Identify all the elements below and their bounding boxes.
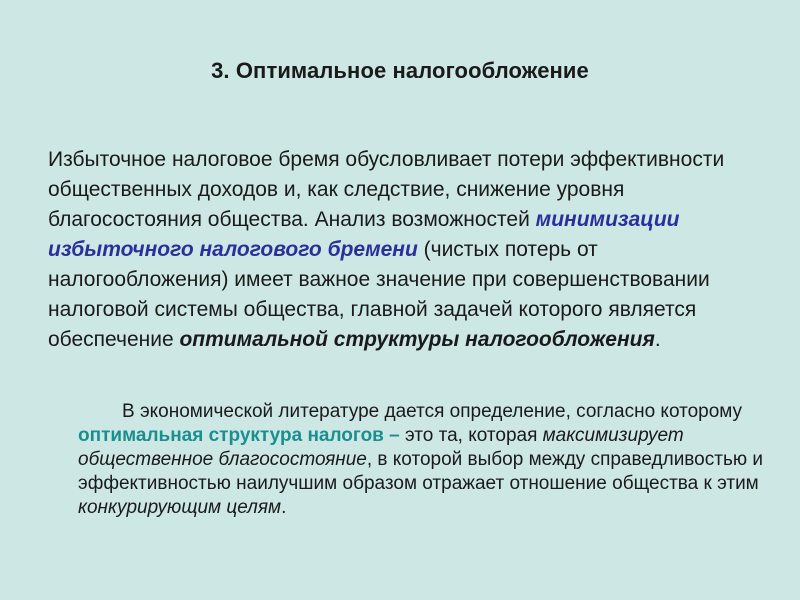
p2-emphasis-optimal-tax-structure: оптимальная структура налогов – <box>78 425 400 446</box>
paragraph-definition <box>78 400 778 520</box>
p2-text-2: это та, которая <box>399 425 543 446</box>
p2-emphasis-competing-goals: конкурирующим целям <box>78 497 282 518</box>
p1-emphasis-optimal-structure: оптимальной структуры налогообложения <box>179 328 655 351</box>
p2-emphasis-maximizes-welfare: максимизирует общественное благосостояние <box>78 425 684 470</box>
p1-text-2: (чистых потерь от налогообложения) имеет важное значение при совершенствовании налоговой системы общества, главной задачей которого является обеспечение <box>48 238 710 351</box>
paragraph-excess-burden <box>48 145 778 355</box>
p2-text-1: В экономической литературе дается определение, согласно которому <box>122 401 743 422</box>
p2-text-3: , в которой выбор между справедливостью и эффективностью наилучшим образом отражает отношение общества к этим <box>78 449 763 494</box>
p1-text-3: . <box>654 328 661 351</box>
p2-text-4: . <box>281 497 287 518</box>
p1-emphasis-minimization: минимизации избыточного налогового бремени <box>48 208 680 261</box>
p1-text-1: Избыточное налоговое бремя обусловливает потери эффективности общественных доходов и, как следствие, снижение уровня благосостояния общества. Анализ возможностей <box>48 148 725 231</box>
slide-title: 3. Оптимальное налогообложение <box>211 58 589 83</box>
